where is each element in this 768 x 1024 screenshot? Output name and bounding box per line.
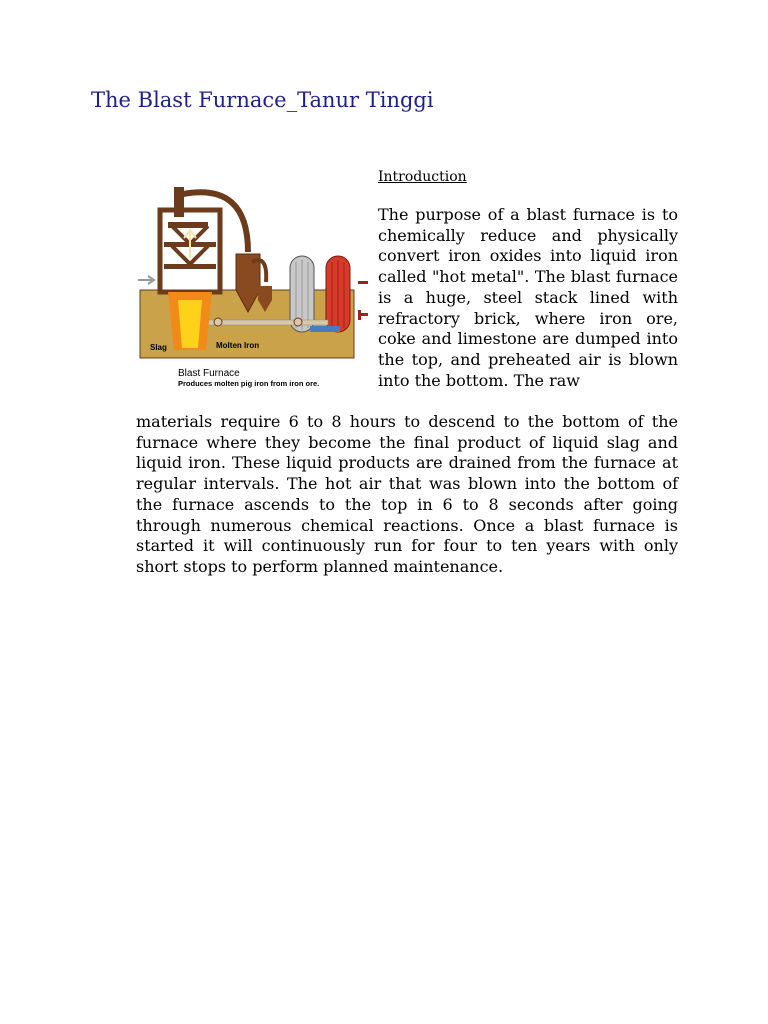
paragraph-part-1: The purpose of a blast furnace is to chemically reduce and physically convert iron oxides into liquid iron called "hot metal". The blast furnace is a huge, steel stack lined with refractory brick, where iron ore, coke and limestone are dumped into the top, and preheated air is blown into the bottom. The raw [378, 205, 678, 390]
figure-caption-title: Blast Furnace [178, 368, 240, 379]
blast-furnace-diagram [138, 182, 370, 392]
label-slag: Slag [150, 343, 167, 352]
page-title: The Blast Furnace_Tanur Tinggi [91, 88, 434, 112]
figure-caption-sub: Produces molten pig iron from iron ore. [178, 379, 320, 388]
paragraph-part-2: materials require 6 to 8 hours to descend to the bottom of the furnace where they become the final product of liquid slag and liquid iron. These liquid products are drained from the furnace at regular intervals. The hot air that was blown into the bottom of the furnace ascends to the top in 6 to 8 seconds after going through numerous chemical reactions. Once a blast furnace is started it will continuously run for four to ten years with only short stops to perform planned maintenance. [136, 412, 678, 576]
section-heading: Introduction [378, 169, 467, 185]
label-molten-iron: Molten Iron [216, 341, 260, 350]
